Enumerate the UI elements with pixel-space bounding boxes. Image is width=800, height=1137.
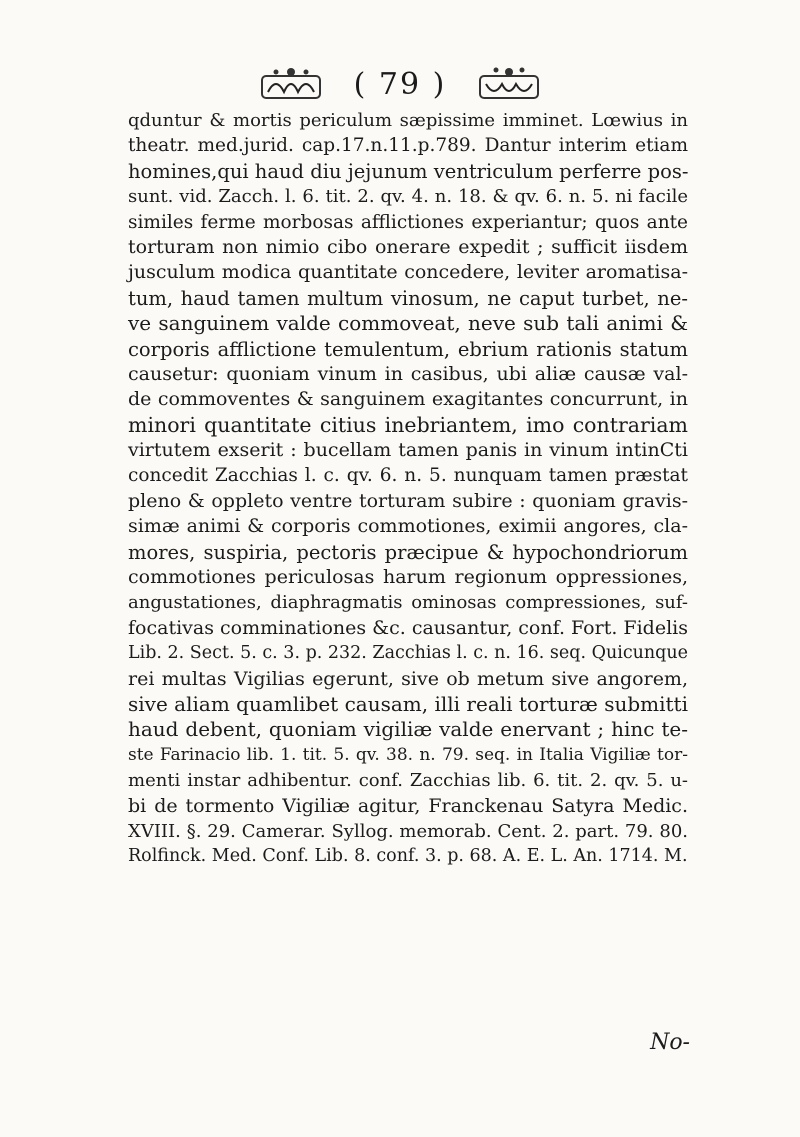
left-ornament-icon (256, 64, 326, 104)
text-line: sive aliam quamlibet causam, illi reali torturæ submitti (128, 691, 688, 716)
text-line: pleno & oppleto ventre torturam subire : quoniam gravis- (128, 489, 688, 512)
right-ornament-icon (474, 64, 544, 104)
text-line: Lib. 2. Sect. 5. c. 3. p. 232. Zacchias l. c. n. 16. seq. Quicunque (128, 643, 688, 664)
text-line: de commoventes & sanguinem exagitantes concurrunt, in (128, 388, 688, 411)
text-line: concedit Zacchias l. c. qv. 6. n. 5. nunquam tamen præstat (128, 465, 688, 487)
body-text (128, 108, 688, 870)
page-number: ( 79 ) (353, 66, 447, 102)
text-line: tum, haud tamen multum vinosum, ne caput turbet, ne- (128, 286, 688, 310)
text-line: minori quantitate citius inebriantem, imo contrariam (128, 412, 688, 437)
text-line: simæ animi & corporis commotiones, eximii angores, cla- (128, 515, 688, 538)
text-line: theatr. med.jurid. cap.17.n.11.p.789. Dantur interim etiam (128, 135, 688, 157)
catchword: No- (650, 1030, 690, 1055)
text-line: bi de tormento Vigiliæ agitur, Franckenau Satyra Medic. (128, 794, 688, 817)
text-line: focativas comminationes &c. causantur, conf. Fort. Fidelis (128, 616, 688, 639)
text-line: corporis afflictione temulentum, ebrium rationis statum (128, 337, 688, 361)
text-line: homines,qui haud diu jejunum ventriculum perferre pos- (128, 159, 689, 183)
text-line: commotiones periculosas harum regionum oppressiones, (128, 566, 688, 589)
text-line: ve sanguinem valde commoveat, neve sub tali animi & (128, 311, 688, 336)
text-line: rei multas Vigilias egerunt, sive ob metum sive angorem, (128, 667, 688, 690)
text-line: angustationes, diaphragmatis ominosas compressiones, suf- (128, 592, 688, 614)
text-line: Rolfinck. Med. Conf. Lib. 8. conf. 3. p. 68. A. E. L. An. 1714. M. (128, 846, 688, 867)
text-line: jusculum modica quantitate concedere, leviter aromatisa- (128, 261, 688, 284)
text-line: virtutem exserit : bucellam tamen panis in vinum intinCti (128, 439, 688, 462)
text-line: menti instar adhibentur. conf. Zacchias lib. 6. tit. 2. qv. 5. u- (128, 770, 688, 792)
text-line: torturam non nimio cibo onerare expedit ; sufficit iisdem (128, 235, 688, 258)
text-line: XVIII. §. 29. Camerar. Syllog. memorab. Cent. 2. part. 79. 80. (128, 820, 688, 842)
text-line: sunt. vid. Zacch. l. 6. tit. 2. qv. 4. n. 18. & qv. 6. n. 5. ni facile (128, 186, 688, 208)
text-line: similes ferme morbosas afflictiones experiantur; quos ante (128, 211, 688, 233)
text-line: ste Farinacio lib. 1. tit. 5. qv. 38. n. 79. seq. in Italia Vigiliæ tor- (128, 744, 688, 765)
text-line: causetur: quoniam vinum in casibus, ubi aliæ causæ val- (128, 362, 688, 385)
text-line: haud debent, quoniam vigiliæ valde enervant ; hinc te- (128, 717, 688, 742)
text-line: qduntur & mortis periculum sæpissime imminet. Lœwius in (128, 110, 688, 131)
text-line: mores, suspiria, pectoris præcipue & hypochondriorum (128, 540, 688, 564)
page-header (0, 62, 800, 106)
